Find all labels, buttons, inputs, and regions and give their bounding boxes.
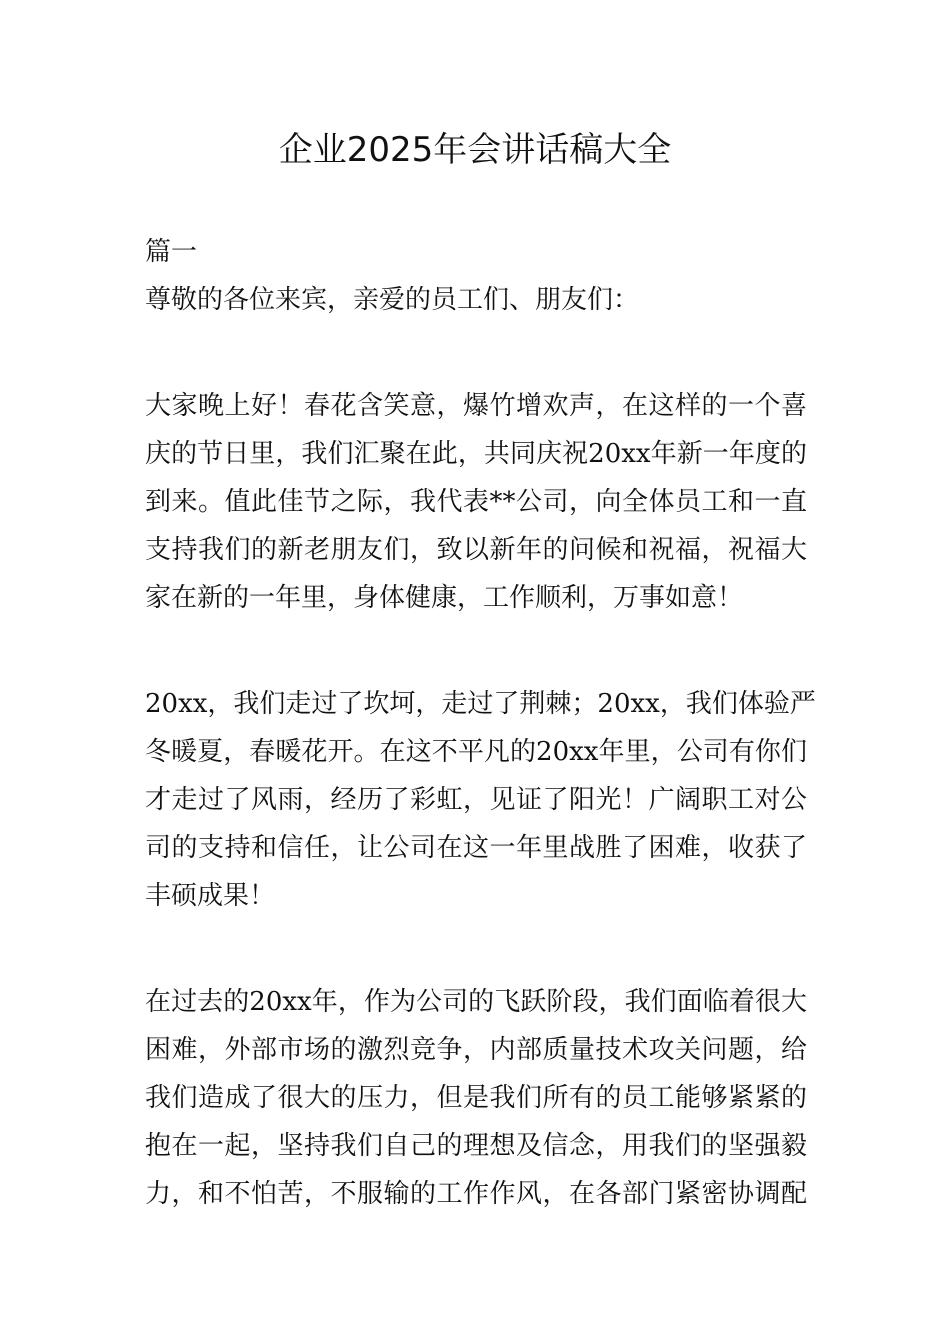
document-body [145,228,816,1218]
document-title: 企业2025年会讲话稿大全 [278,130,672,170]
paragraph-2 [145,680,816,920]
section-label: 篇一 [145,237,198,267]
paragraph-line: 家在新的一年里，身体健康，工作顺利，万事如意！ [145,583,744,613]
paragraph-line: 丰硕成果！ [145,881,276,911]
paragraph-1 [145,382,807,622]
paragraph-gap [145,324,807,382]
paragraph-line: 到来。值此佳节之际，我代表**公司，向全体员工和一直 [145,487,807,517]
salutation: 尊敬的各位来宾，亲爱的员工们、朋友们： [145,285,640,315]
paragraph-line: 庆的节日里，我们汇聚在此，共同庆祝20xx年新一年度的 [145,439,807,469]
paragraph-line: 大家晚上好！春花含笑意，爆竹增欢声，在这样的一个喜 [145,391,807,421]
paragraph-line: 20xx，我们走过了坎坷，走过了荆棘；20xx，我们体验严 [145,689,816,719]
paragraph-3 [145,978,807,1218]
paragraph-gap [145,920,807,978]
paragraph-line: 我们造成了很大的压力，但是我们所有的员工能够紧紧的 [145,1083,807,1113]
paragraph-gap [145,622,807,680]
paragraph-line: 司的支持和信任，让公司在这一年里战胜了困难，收获了 [145,833,807,863]
paragraph-line: 在过去的20xx年，作为公司的飞跃阶段，我们面临着很大 [145,987,807,1017]
paragraph-line: 支持我们的新老朋友们，致以新年的问候和祝福，祝福大 [145,535,807,565]
paragraph-line: 才走过了风雨，经历了彩虹，见证了阳光！广阔职工对公 [145,785,807,815]
paragraph-line: 困难，外部市场的激烈竞争，内部质量技术攻关问题，给 [145,1035,807,1065]
paragraph-line: 力，和不怕苦，不服输的工作作风，在各部门紧密协调配 [145,1179,807,1209]
paragraph-line: 抱在一起，坚持我们自己的理想及信念，用我们的坚强毅 [145,1131,807,1161]
paragraph-line: 冬暖夏，春暖花开。在这不平凡的20xx年里，公司有你们 [145,737,807,767]
